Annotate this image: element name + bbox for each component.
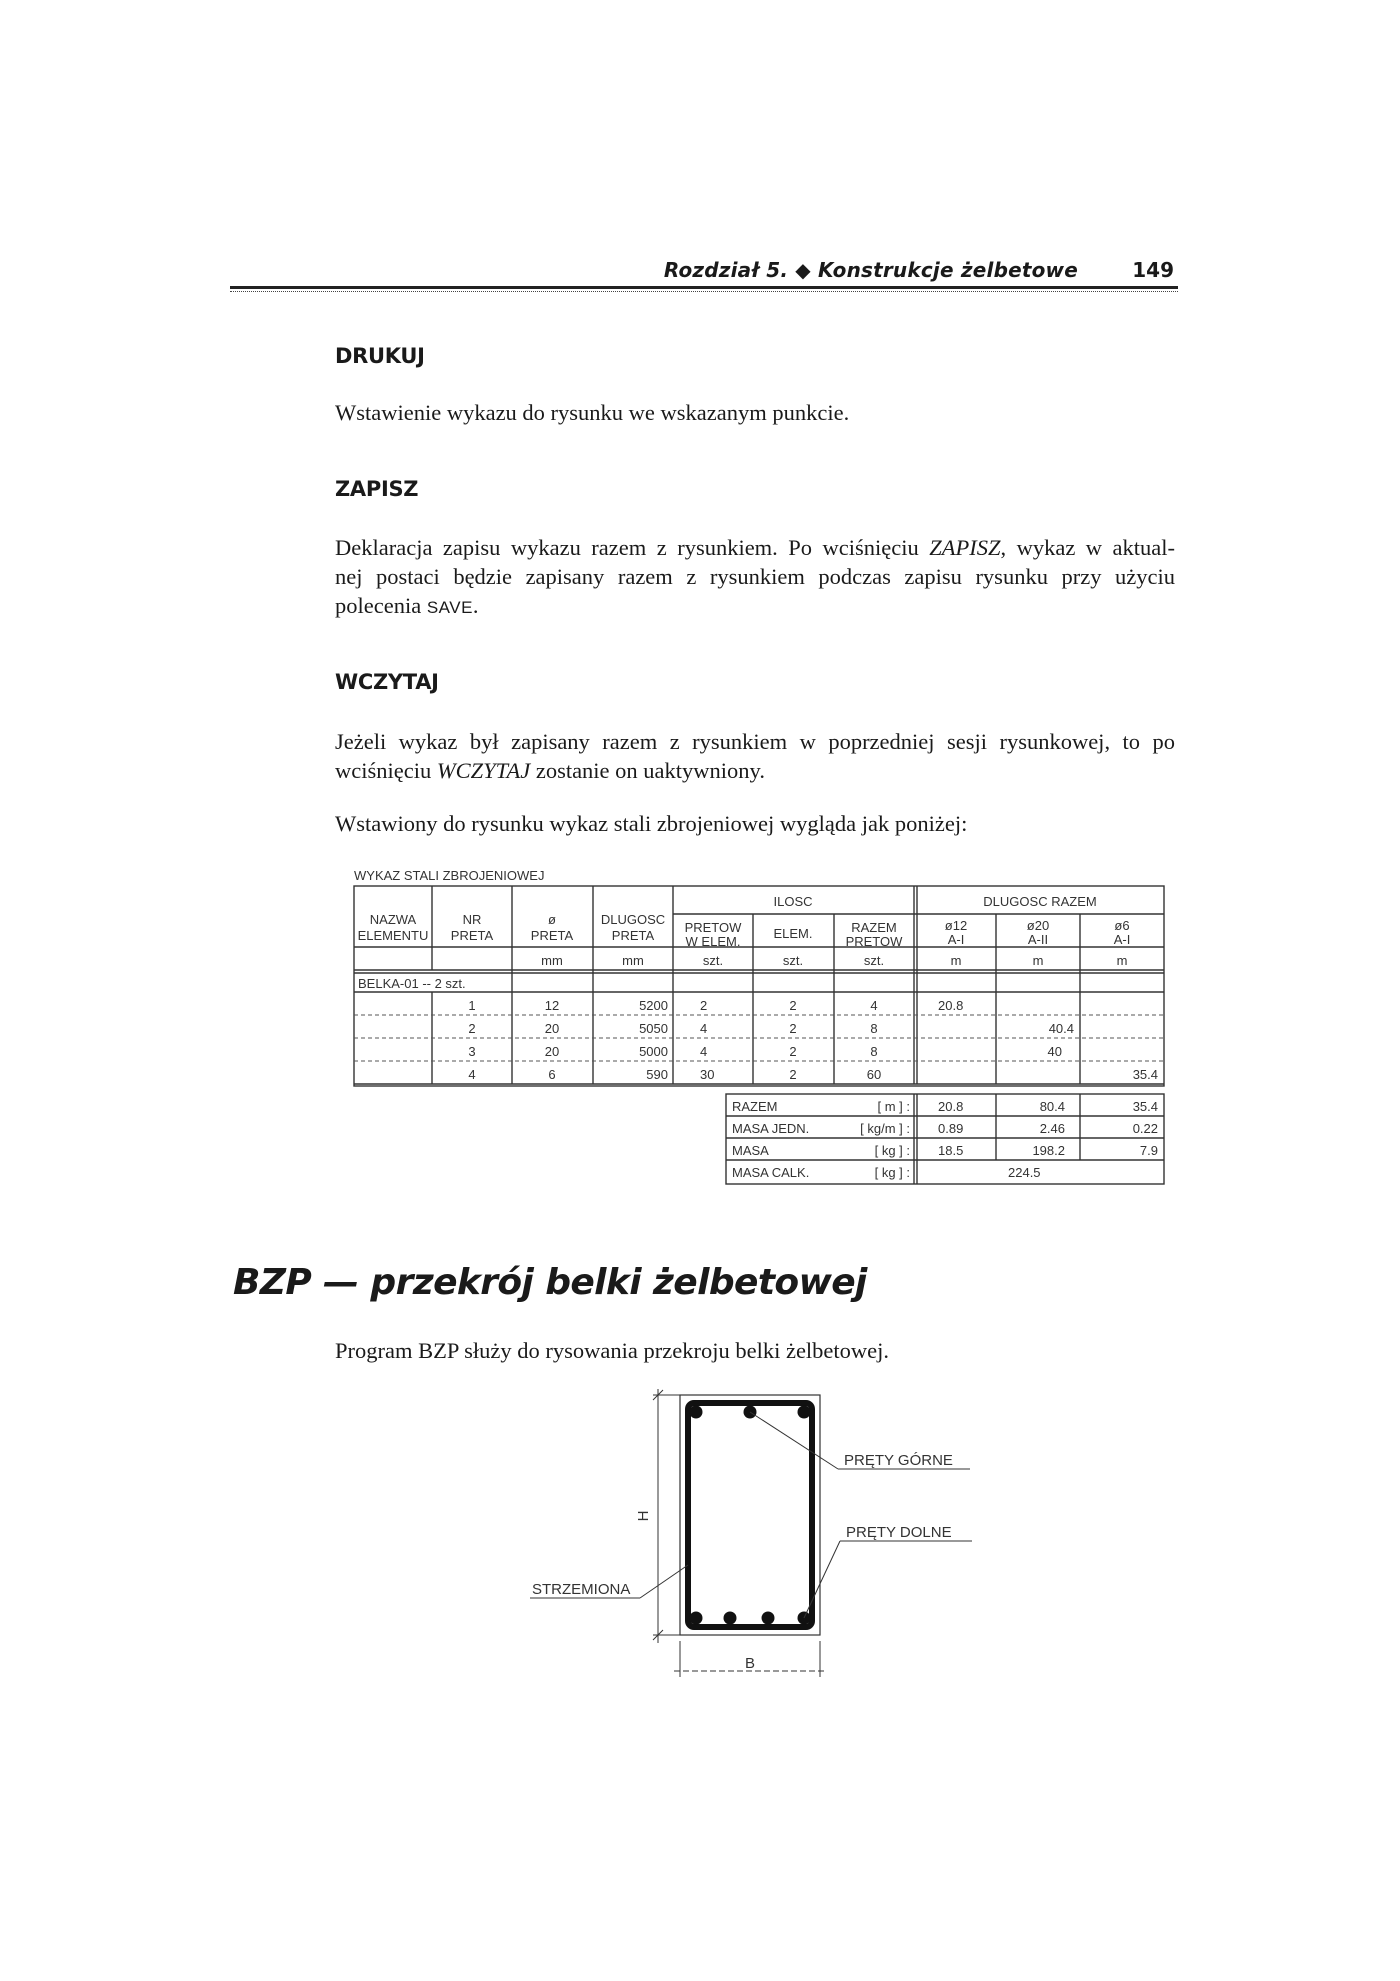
paragraph-drukuj: Wstawienie wykazu do rysunku we wskazanym punkcie. [335,400,850,425]
label-top-bars: PRĘTY GÓRNE [844,1452,953,1469]
zapisz-text-3b: . [472,593,479,618]
total-unit: [ kg ] : [874,1165,910,1180]
summary-unit: [ kg ] : [874,1143,910,1158]
label-stirrups: STRZEMIONA [532,1581,631,1598]
col-d20-2: A-II [1027,932,1049,947]
col-raz-1: RAZEM [851,920,897,935]
summary-unit: [ kg/m ] : [860,1121,910,1136]
group-ilosc: ILOSC [773,894,813,909]
cell-dl: 590 [646,1067,668,1082]
page-number: 149 [1132,258,1174,282]
paragraph-intro: Wstawiony do rysunku wykaz stali zbrojeniowej wygląda jak poniżej: [335,811,968,836]
dim-h-label: H [635,1510,652,1522]
col-dl-2: PRETA [611,928,655,943]
summary-d6: 0.22 [1132,1121,1158,1136]
summary-label: RAZEM [732,1099,778,1114]
summary-label: MASA JEDN. [732,1121,810,1136]
bar-top [798,1406,811,1419]
cell-fi: 20 [544,1021,560,1036]
col-d20-1: ø20 [1026,918,1050,933]
heading-zapisz: ZAPISZ [335,477,419,501]
cell-raz: 60 [866,1067,882,1082]
cell-pw: 4 [700,1021,708,1036]
unit-m-1: m [950,953,962,968]
col-nr-1: NR [462,912,482,927]
header-rule [230,286,1178,289]
col-d6-1: ø6 [1114,918,1130,933]
unit-szt-1: szt. [702,953,724,968]
cell-elem: 2 [789,1021,797,1036]
summary-d6: 7.9 [1139,1143,1158,1158]
zapisz-text-3a: polecenia [335,593,427,618]
dim-b-label: B [744,1655,756,1672]
cell-pw: 2 [700,998,708,1013]
heading-drukuj: DRUKUJ [335,344,425,368]
cell-d20: 40 [1047,1044,1062,1059]
summary-d6: 35.4 [1132,1099,1158,1114]
element-label: BELKA-01 -- 2 szt. [358,976,466,991]
unit-szt-2: szt. [782,953,804,968]
bar-top [690,1406,703,1419]
cell-nr: 2 [468,1021,476,1036]
steel-schedule-table [340,862,1170,1212]
cell-dl: 5200 [639,998,668,1013]
total-label: MASA CALK. [732,1165,810,1180]
cell-d6: 35.4 [1132,1067,1158,1082]
wczytaj-em: WCZYTAJ [436,758,531,783]
summary-d20: 198.2 [1032,1143,1065,1158]
cell-nr: 1 [468,998,476,1013]
col-nazwa-2: ELEMENTU [357,928,429,943]
cell-nr: 4 [468,1067,476,1082]
zapisz-text-2: nej postaci będzie zapisany razem z rysunkiem podczas zapisu rysunku przy użyciu [335,564,1175,589]
group-dlugosc: DLUGOSC RAZEM [983,894,1097,909]
cell-fi: 12 [544,998,560,1013]
cell-raz: 4 [870,998,878,1013]
col-d12-1: ø12 [944,918,968,933]
cell-fi: 20 [544,1044,560,1059]
cell-nr: 3 [468,1044,476,1059]
beam-section-drawing [510,1385,1010,1685]
zapisz-code-save: SAVE [426,598,473,617]
bar-bottom [762,1612,775,1625]
header-rule-dotted [230,291,1178,292]
bar-bottom [724,1612,737,1625]
cell-raz: 8 [870,1021,878,1036]
summary-d20: 80.4 [1039,1099,1065,1114]
col-fi-2: PRETA [530,928,574,943]
cell-dl: 5050 [639,1021,668,1036]
unit-mm-1: mm [541,953,563,968]
wczytaj-text-2a: wciśnięciu [335,758,437,783]
summary-d12: 0.89 [938,1121,964,1136]
bar-bottom [690,1612,703,1625]
unit-m-3: m [1116,953,1128,968]
cell-elem: 2 [789,1067,797,1082]
concrete-outline [680,1395,820,1635]
cell-d12: 20.8 [938,998,964,1013]
cell-elem: 2 [789,1044,797,1059]
zapisz-em: ZAPISZ [929,535,1001,560]
paragraph-wczytaj [335,727,1175,785]
running-header [230,258,1178,288]
summary-d20: 2.46 [1039,1121,1065,1136]
col-nazwa-1: NAZWA [369,912,417,927]
cell-dl: 5000 [639,1044,668,1059]
heading-wczytaj: WCZYTAJ [335,670,439,694]
col-nr-2: PRETA [450,928,494,943]
wczytaj-text-2b: zostanie on uaktywniony. [530,758,765,783]
cell-fi: 6 [548,1067,556,1082]
chapter-title: Rozdział 5. ◆ Konstrukcje żelbetowe [663,258,1078,282]
unit-m-2: m [1032,953,1044,968]
col-dl-1: DLUGOSC [600,912,666,927]
zapisz-text-1b: , wykaz w aktual- [1000,535,1175,560]
summary-label: MASA [732,1143,769,1158]
cell-d20: 40.4 [1048,1021,1074,1036]
heading-bzp: BZP — przekrój belki żelbetowej [233,1262,867,1303]
label-bottom-bars: PRĘTY DOLNE [846,1524,952,1541]
cell-pw: 30 [700,1067,715,1082]
col-pw-1: PRETOW [684,920,742,935]
col-pw-2: W ELEM. [685,934,741,949]
table-caption: WYKAZ STALI ZBROJENIOWEJ [354,868,545,883]
wczytaj-text-1: Jeżeli wykaz był zapisany razem z rysunkiem w poprzedniej sesji rysunkowej, to po [335,729,1175,754]
cell-raz: 8 [870,1044,878,1059]
total-value: 224.5 [1008,1165,1041,1180]
cell-pw: 4 [700,1044,708,1059]
cell-elem: 2 [789,998,797,1013]
col-d6-2: A-I [1113,932,1131,947]
summary-d12: 18.5 [938,1143,964,1158]
col-fi-1: ø [548,912,556,927]
paragraph-bzp: Program BZP służy do rysowania przekroju belki żelbetowej. [335,1338,890,1363]
stirrup [688,1403,812,1627]
zapisz-text-1a: Deklaracja zapisu wykazu razem z rysunkiem. Po wciśnięciu [335,535,930,560]
summary-d12: 20.8 [938,1099,964,1114]
col-elem: ELEM. [773,926,813,941]
col-d12-2: A-I [947,932,965,947]
paragraph-zapisz [335,533,1175,622]
col-raz-2: PRETOW [845,934,903,949]
summary-unit: [ m ] : [877,1099,910,1114]
unit-szt-3: szt. [863,953,885,968]
unit-mm-2: mm [622,953,644,968]
